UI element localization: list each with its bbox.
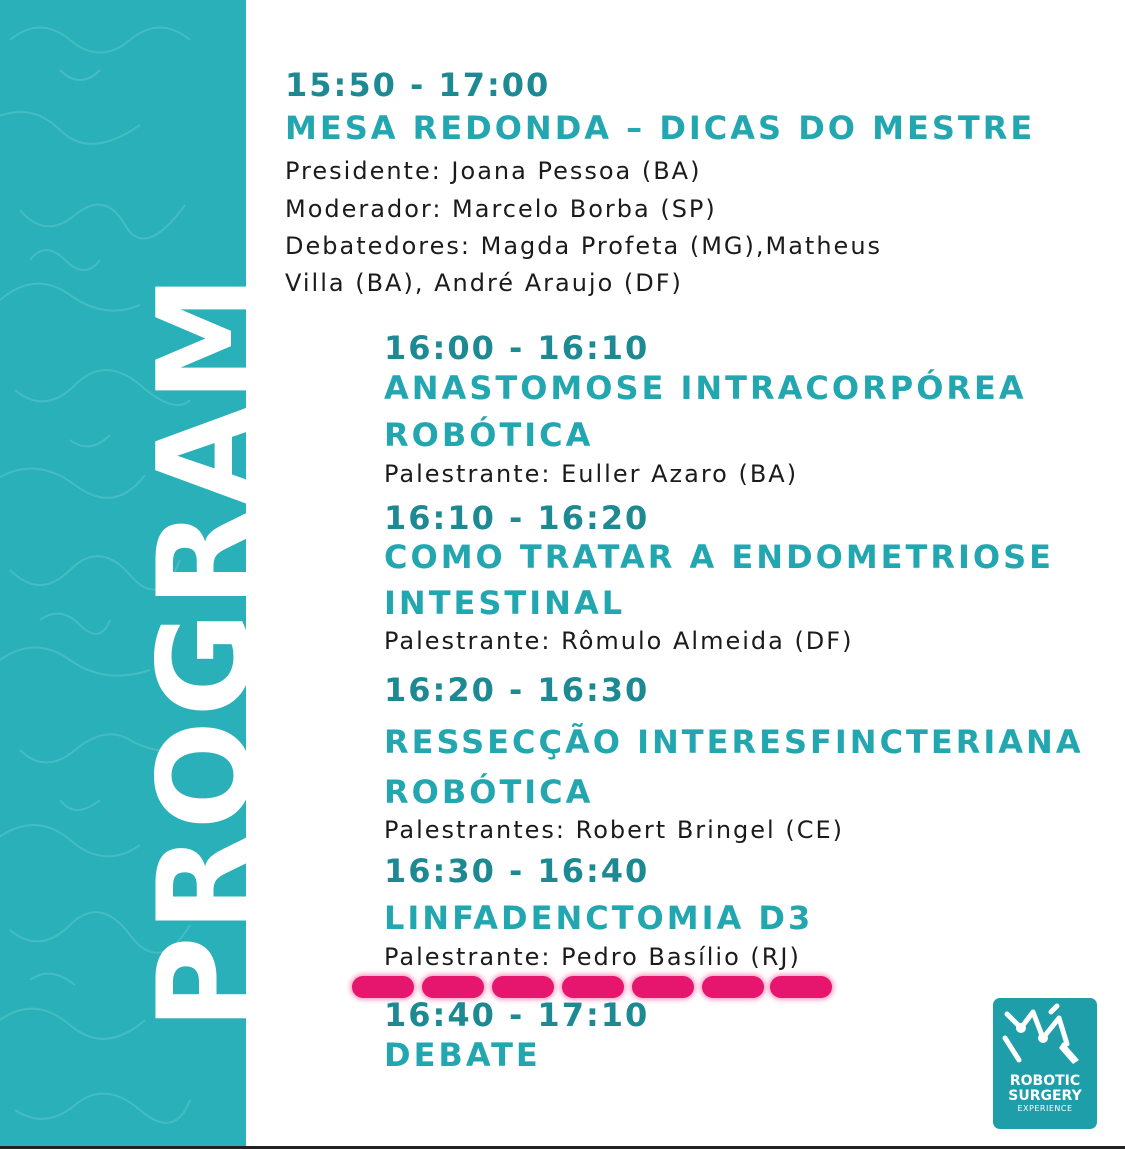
- talk-3-title-1: RESSECÇÃO INTERESFINCTERIANA: [384, 723, 1084, 761]
- program-vertical-title: PROGRAM: [131, 270, 280, 1030]
- robotic-surgery-logo: [993, 998, 1097, 1129]
- sidebar-panel: [0, 0, 280, 1149]
- debate-title: DEBATE: [384, 1036, 541, 1074]
- talk-1-time: 16:00 - 16:10: [384, 329, 650, 367]
- talk-2-title-2: INTESTINAL: [384, 584, 626, 622]
- debate-time: 16:40 - 17:10: [384, 996, 650, 1034]
- round-table-debaters-1: Debatedores: Magda Profeta (MG),Matheus: [285, 232, 883, 260]
- talk-2-speaker: Palestrante: Rômulo Almeida (DF): [384, 627, 854, 655]
- talk-1-title-1: ANASTOMOSE INTRACORPÓREA: [384, 369, 1027, 407]
- round-table-title: MESA REDONDA – DICAS DO MESTRE: [285, 109, 1036, 147]
- round-table-debaters-2: Villa (BA), André Araujo (DF): [285, 269, 683, 297]
- divider-dot: [422, 976, 484, 998]
- talk-2-title-1: COMO TRATAR A ENDOMETRIOSE: [384, 538, 1055, 576]
- talk-1-title-2: ROBÓTICA: [384, 416, 594, 454]
- talk-3-speaker: Palestrantes: Robert Bringel (CE): [384, 816, 844, 844]
- round-table-time: 15:50 - 17:00: [285, 66, 551, 104]
- divider-dot: [562, 976, 624, 998]
- divider-dot: [632, 976, 694, 998]
- talk-3-title-2: ROBÓTICA: [384, 773, 594, 811]
- round-table-president: Presidente: Joana Pessoa (BA): [285, 157, 702, 185]
- talk-4-title-1: LINFADENCTOMIA D3: [384, 899, 814, 937]
- divider-dot: [770, 976, 832, 998]
- logo-word-2: SURGERY: [1008, 1088, 1082, 1104]
- round-table-moderator: Moderador: Marcelo Borba (SP): [285, 195, 717, 223]
- talk-3-time: 16:20 - 16:30: [384, 671, 650, 709]
- talk-4-time: 16:30 - 16:40: [384, 852, 650, 890]
- divider-dot: [352, 976, 414, 998]
- logo-word-3: EXPERIENCE: [1017, 1104, 1073, 1113]
- talk-1-speaker: Palestrante: Euller Azaro (BA): [384, 460, 799, 488]
- talk-2-time: 16:10 - 16:20: [384, 499, 650, 537]
- divider-dot: [492, 976, 554, 998]
- logo-word-1: ROBOTIC: [1009, 1073, 1081, 1089]
- divider-dot: [702, 976, 764, 998]
- robot-arm-icon: [993, 998, 1097, 1074]
- talk-4-speaker: Palestrante: Pedro Basílio (RJ): [384, 943, 801, 971]
